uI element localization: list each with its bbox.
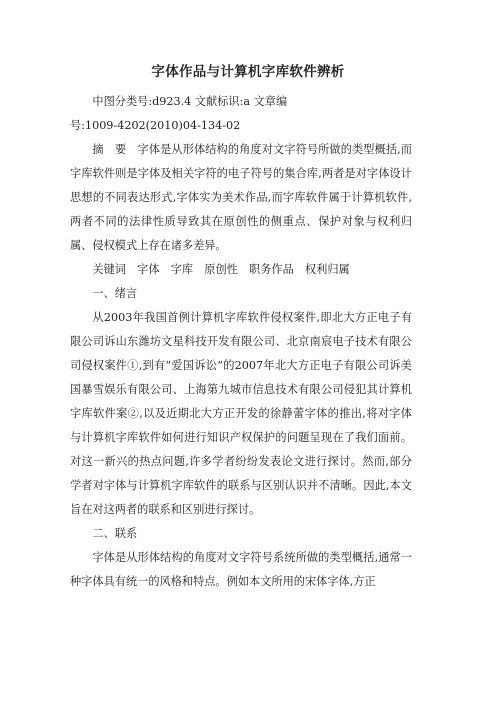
article-number-line: 号:1009-4202(2010)04-134-02 [70, 119, 241, 132]
body-paragraph: 从2003年我国首例计算机字库软件侵权案件,即北大方正电子有限公司诉山东潍坊文星科技开发有限公司、北京南宸电子技术有限公司侵权案件①,到有“爱国诉讼”的2007年北大方正电子有限公司诉美国暴雪娱乐有限公司、上海第九城市信息技术有限公司侵犯其计算机字库软件案②,以及近期北大方正开发的徐静蕾字体的推出,将对字体与计算机字库软件如何进行知识产权保护的问题呈现在了我们面前。对这一新兴的热点问题,许多学者纷纷发表论文进行探讨。然而,部分学者对字体与计算机字库软件的联系与区别认识并不清晰。因此,本文旨在对这两者的联系和区别进行探讨。 [70, 311, 412, 516]
section-heading: 一、绪言 [92, 287, 138, 300]
article-body [70, 90, 412, 594]
body-paragraph: 字体是从形体结构的角度对文字符号系统所做的类型概括,通常一种字体具有统一的风格和特点。例如本文所用的宋体字体,方正 [70, 551, 412, 588]
keywords-line: 关键词 字体 字库 原创性 职务作品 权利归属 [92, 263, 350, 276]
section-heading: 二、联系 [92, 527, 138, 540]
abstract-paragraph: 摘 要 字体是从形体结构的角度对文字符号所做的类型概括,而字库软件则是字体及相关字符的电子符号的集合库,两者是对字体设计思想的不同表达形式,字体实为美术作品,而字库软件属于计算机软件,两者不同的法律性质导致其在原创性的侧重点、保护对象与权利归属、侵权模式上存在诸多差异。 [70, 143, 412, 252]
article-title: 字体作品与计算机字库软件辨析 [151, 64, 345, 80]
classification-line: 中图分类号:d923.4 文献标识:a 文章编 [92, 95, 288, 108]
